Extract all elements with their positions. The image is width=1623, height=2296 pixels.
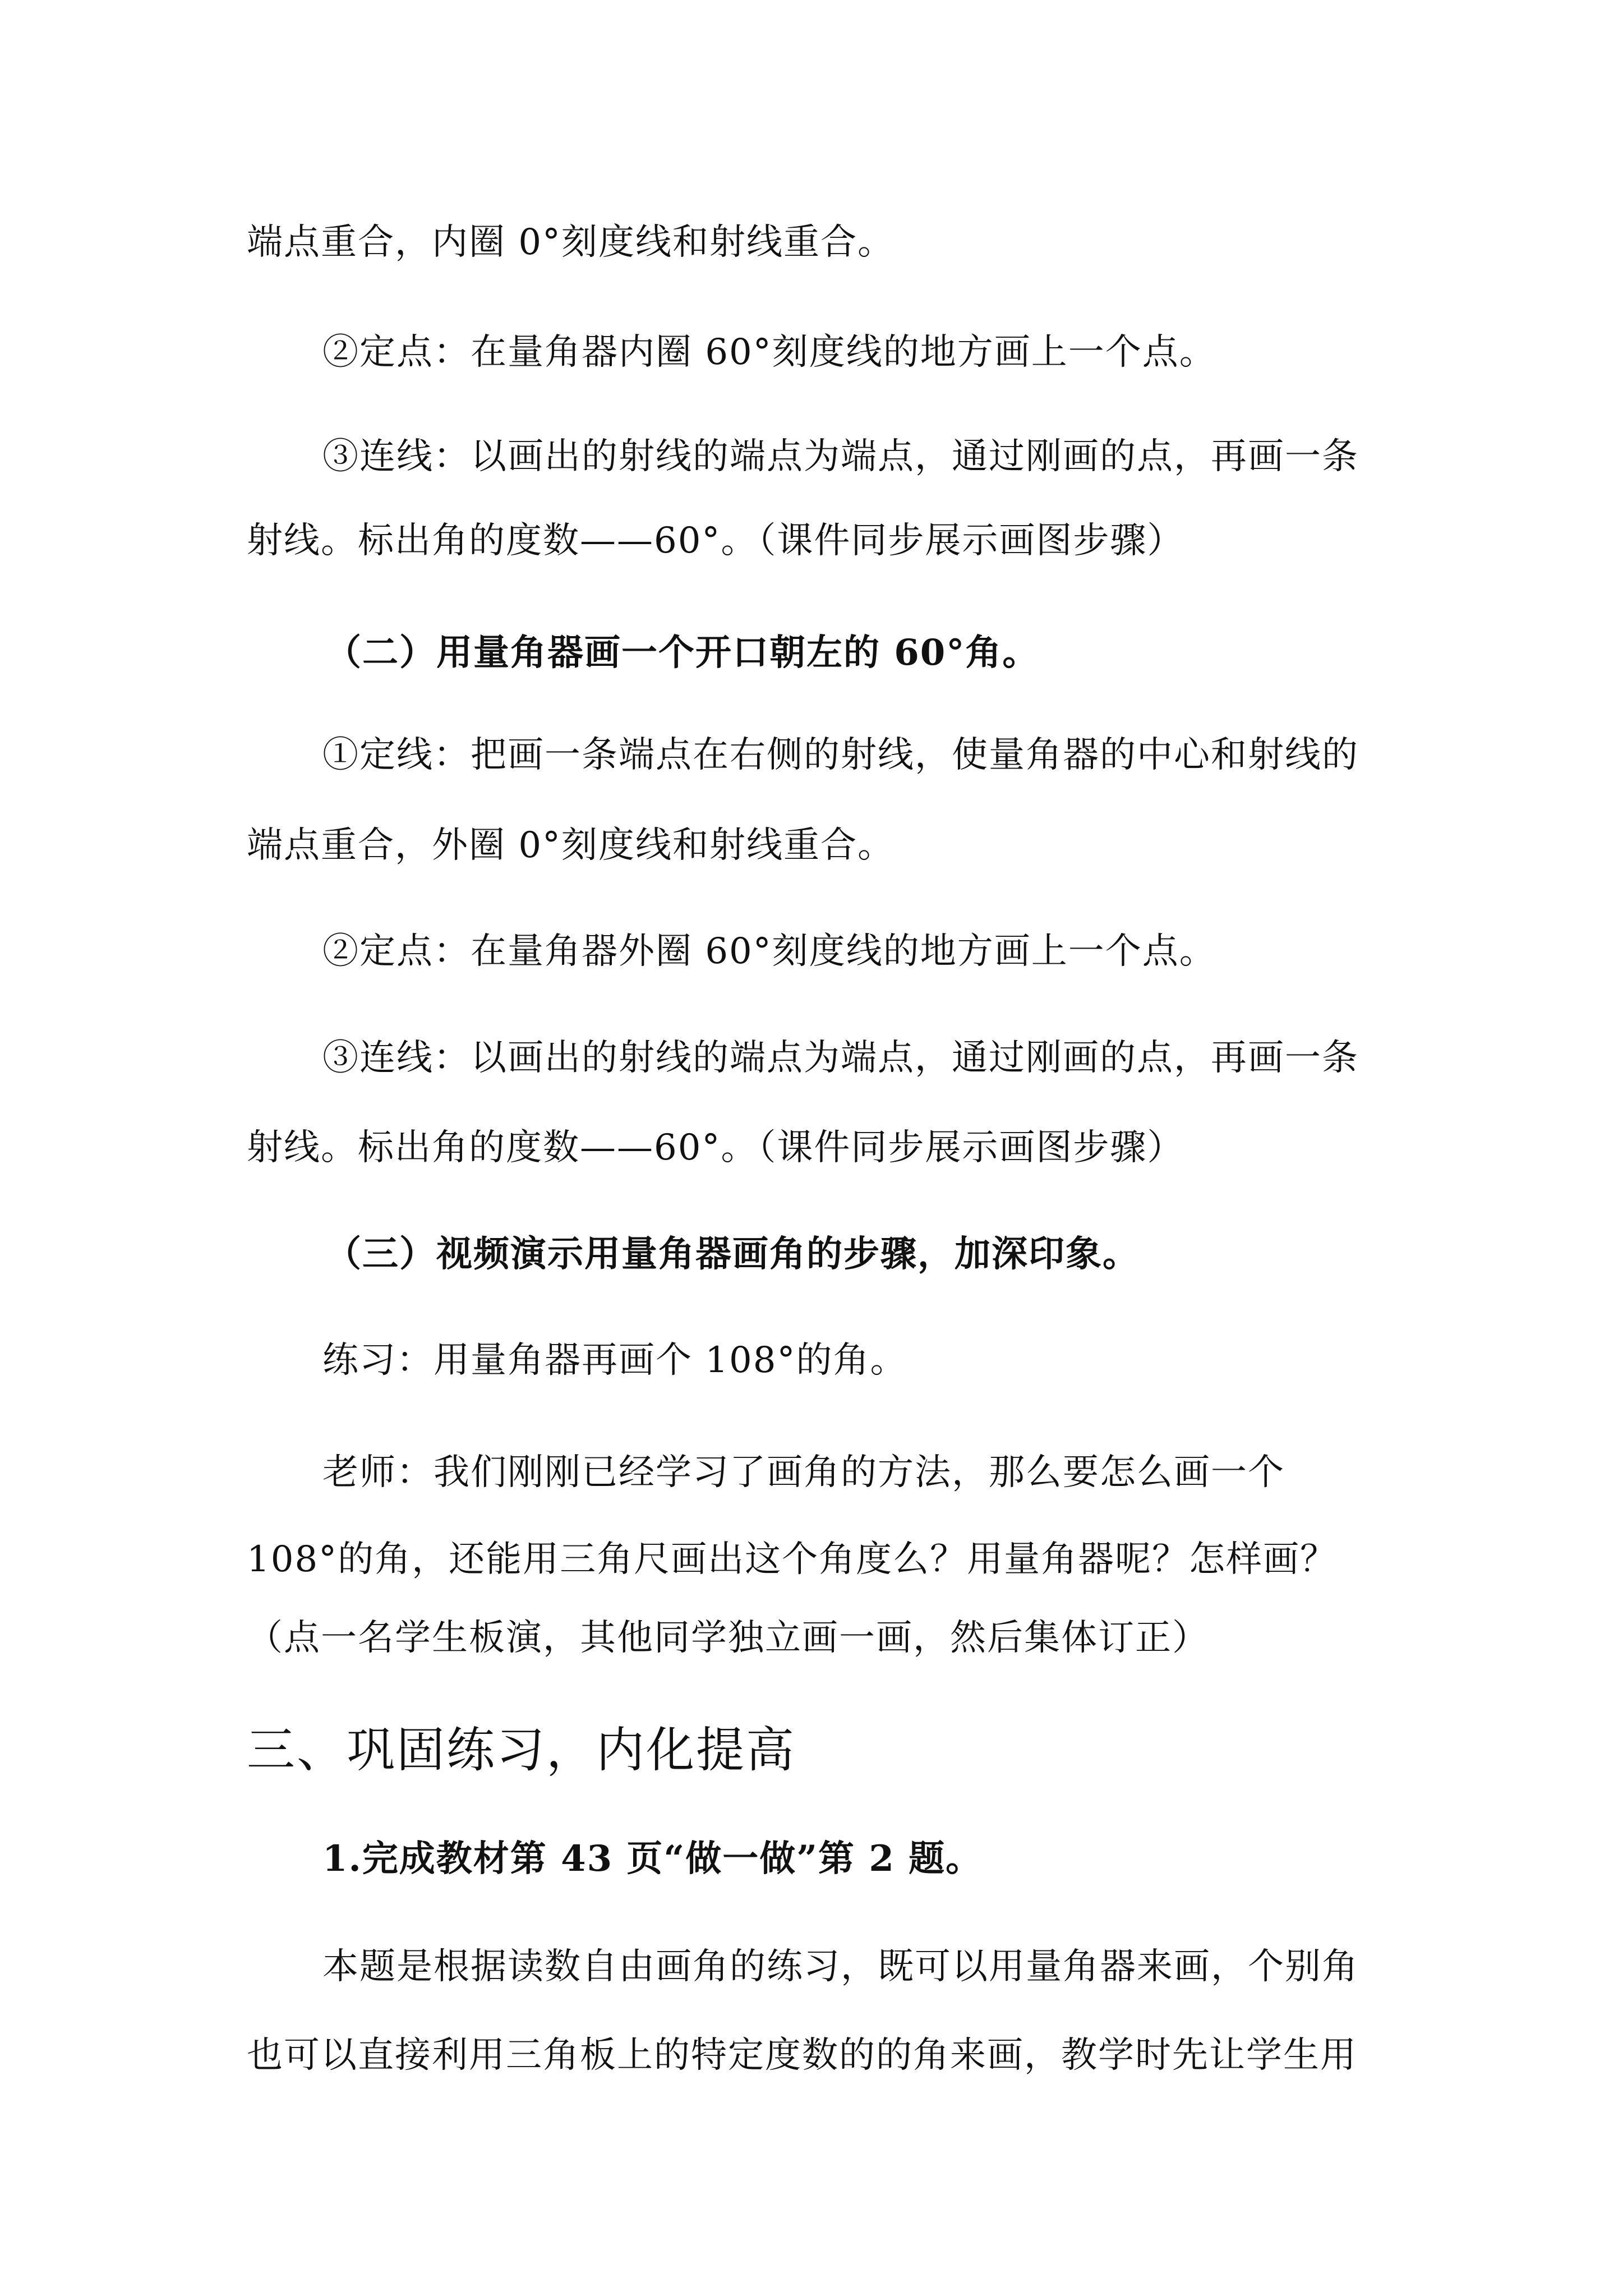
paragraph-line: （点一名学生板演，其他同学独立画一画，然后集体订正） — [247, 1617, 1209, 1659]
paragraph-line: 端点重合，外圈 0°刻度线和射线重合。 — [247, 825, 895, 866]
paragraph-line: 射线。标出角的度数——60°。（课件同步展示画图步骤） — [247, 520, 1184, 562]
paragraph-line: ②定点：在量角器内圈 60°刻度线的地方画上一个点。 — [322, 332, 1216, 373]
paragraph-line: 练习：用量角器再画个 108°的角。 — [322, 1340, 907, 1381]
subheading: （三）视频演示用量角器画角的步骤，加深印象。 — [325, 1233, 1140, 1275]
paragraph-line: 端点重合，内圈 0°刻度线和射线重合。 — [247, 222, 895, 263]
paragraph-line: ③连线：以画出的射线的端点为端点，通过刚画的点，再画一条 — [322, 436, 1359, 477]
paragraph-line: 老师：我们刚刚已经学习了画角的方法，那么要怎么画一个 — [322, 1452, 1285, 1493]
section-heading: 三、巩固练习，内化提高 — [247, 1722, 796, 1778]
subheading: （二）用量角器画一个开口朝左的 60°角。 — [325, 632, 1040, 674]
paragraph-line: 也可以直接利用三角板上的特定度数的的角来画，教学时先让学生用 — [247, 2035, 1357, 2076]
paragraph-line: 射线。标出角的度数——60°。（课件同步展示画图步骤） — [247, 1127, 1184, 1168]
subheading: 1.完成教材第 43 页“做一做”第 2 题。 — [322, 1838, 983, 1880]
paragraph-line: 本题是根据读数自由画角的练习，既可以用量角器来画，个别角 — [322, 1946, 1359, 1987]
paragraph-line: 108°的角，还能用三角尺画出这个角度么？用量角器呢？怎样画？ — [247, 1539, 1338, 1580]
paragraph-line: ②定点：在量角器外圈 60°刻度线的地方画上一个点。 — [322, 931, 1216, 972]
paragraph-line: ①定线：把画一条端点在右侧的射线，使量角器的中心和射线的 — [322, 734, 1359, 776]
paragraph-line: ③连线：以画出的射线的端点为端点，通过刚画的点，再画一条 — [322, 1037, 1359, 1079]
